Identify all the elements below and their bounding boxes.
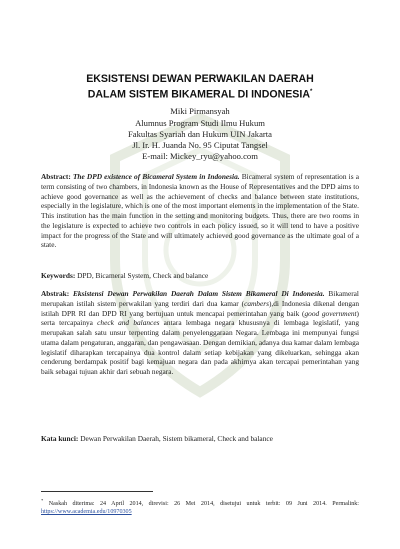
paper-title [40, 73, 360, 102]
abstrak-text-b: ),di Indonesia dikenal dengan istilah DPR RI dan DPD RI yang bertujuan untuk mencapai pemerintahan yang baik ( [41, 298, 360, 318]
permalink-link[interactable]: https://www.academia.edu/10970305 [41, 509, 132, 516]
keywords-english [41, 271, 359, 281]
author-name: Miki Pirmansyah [170, 106, 230, 116]
permalink-label: Permalink: [332, 501, 359, 508]
abstract-label: Abstract: [41, 172, 71, 181]
keywords-label: Keywords: [41, 271, 76, 280]
abstrak-term-check-balances: check and balances [97, 318, 160, 328]
footnote [41, 497, 359, 517]
author-block [40, 106, 360, 162]
footnote-mark: * [41, 498, 44, 503]
abstrak-term-good-government: good government [304, 308, 357, 318]
affiliation-line-2: Fakultas Syariah dan Hukum UIN Jakarta [128, 129, 272, 139]
abstract-title: The DPD existence of Bicameral System in Indonesia. [72, 172, 240, 181]
abstrak-text-d: antara lembaga negara khususnya di lembaga legislatif, yang merupakan salah satu unsur terpenting dalam penyelenggaraan Negara. Lembaga ini mempunyai fungsi utama dalam pengaturan, anggaran, dan pengawasaan. Dengan demikian, adanya dua kamar dalam lembaga legislatif diharapkan tercapainya dua kontrol dalam setiap kebijakan yang dikeluarkan, sehingga akan cenderung berdampak positif bagi kemajuan negara dan pada akhirnya akan tercapai pemerintahan yang baik sebagai tujuan akhir dari sebuah negara. [41, 318, 359, 376]
abstract-english [41, 172, 359, 250]
email-line: E-mail: Mickey_ryu@yahoo.com [142, 151, 258, 161]
abstrak-text-c: ) serta tercapainya [41, 308, 359, 328]
keywords-text: DPD, Bicameral System, Check and balance [77, 271, 209, 280]
title-line-1: EKSISTENSI DEWAN PERWAKILAN DAERAH [86, 73, 314, 85]
abstract-text: Bicameral system of representation is a term consisting of two chambers, in Indonesia known as the House of Representatives and the DPD aims to achieve good governance as well as the achievement of checks and balance between state institutions, especially in the legislature, which is one of the most important elements in the implementation of the State. This institution has the main function in the setting and monitoring budgets. Thus, there are two rooms in the legislature is expected to achieve two controls in each policy issued, so it will tend to have a positive impact for the progress of the State and will ultimately achieved good governance as the ultimate goal of a state. [41, 172, 359, 250]
title-footnote-mark: * [309, 89, 313, 95]
footnote-divider [41, 491, 153, 492]
kata-kunci-text: Dewan Perwakilan Daerah, Sistem bikameral, Check and balance [80, 434, 273, 443]
title-line-2: DALAM SISTEM BIKAMERAL DI INDONESIA* [87, 88, 313, 101]
abstrak-label: Abstrak: [41, 289, 70, 298]
footnote-text: Naskah diterima: 24 April 2014, direvisi: 26 Mei 2014, disetujui untuk terbit: 09 Juni 2014. [48, 501, 327, 508]
abstrak-text-a: Bikameral merupakan istilah sistem perwakilan yang terdiri dari dua kamar ( [41, 289, 359, 308]
keywords-indonesian [41, 434, 359, 444]
address-line: Jl. Ir. H. Juanda No. 95 Ciputat Tangsel [132, 140, 268, 150]
abstrak-title: Eksistensi Dewan Perwakilan Daerah Dalam Sistem Bikameral Di Indonesia. [72, 289, 325, 298]
abstract-indonesian [41, 289, 359, 377]
affiliation-line-1: Alumnus Program Studi Ilmu Hukum [135, 118, 265, 128]
kata-kunci-label: Kata kunci: [41, 434, 79, 443]
abstrak-term-cambers: cambers [244, 298, 269, 308]
